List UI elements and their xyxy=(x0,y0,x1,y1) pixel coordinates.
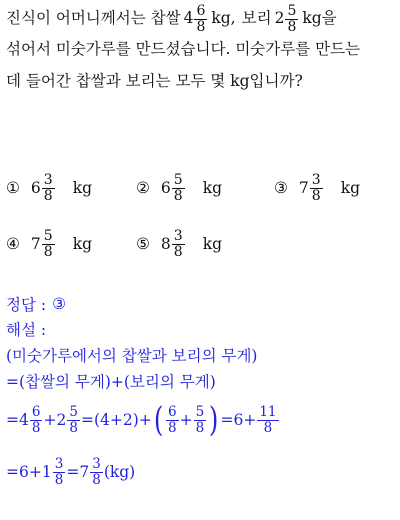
choice-5-whole: 8 xyxy=(160,235,171,253)
eq2-whole-2: 7 xyxy=(79,463,90,481)
explanation-label: 해설 : xyxy=(6,321,47,339)
question-line-3: 데 들어간 찹쌀과 보리는 모두 몇 kg입니까? xyxy=(6,72,303,91)
eq1-den-5: 8 xyxy=(263,419,273,436)
choice-2-numerator: 5 xyxy=(173,171,183,188)
choice-2-value xyxy=(161,173,186,203)
bori-denominator: 8 xyxy=(287,18,297,35)
choice-2-mark: ② xyxy=(136,179,150,197)
question-text xyxy=(6,4,394,98)
eq1-right-paren: ) xyxy=(209,400,219,440)
choice-1-fraction xyxy=(42,173,55,203)
eq1-den-3: 8 xyxy=(168,419,177,436)
choice-4[interactable] xyxy=(6,229,136,259)
choice-3-denominator: 8 xyxy=(311,187,321,204)
eq1-equals-3: = xyxy=(220,411,234,429)
choice-2[interactable] xyxy=(136,173,274,203)
eq1-plus-1: + xyxy=(43,411,57,429)
choice-5-mark: ⑤ xyxy=(136,235,150,253)
choice-1-mark: ① xyxy=(6,179,20,197)
eq1-fraction-5 xyxy=(257,405,278,434)
choice-5[interactable] xyxy=(136,229,222,259)
eq2-num-2: 3 xyxy=(92,456,101,473)
choice-5-fraction xyxy=(172,229,185,259)
choice-2-fraction xyxy=(172,173,185,203)
eq1-paren-sum: (4+2) xyxy=(93,411,139,429)
choice-3-numerator: 3 xyxy=(311,171,321,188)
explanation-equation-2 xyxy=(6,446,394,498)
explanation-equation-1 xyxy=(6,394,394,446)
eq1-num-4: 5 xyxy=(195,404,205,421)
choice-4-fraction xyxy=(42,229,55,259)
chapssal-denominator: 8 xyxy=(196,18,206,35)
eq1-den-2: 8 xyxy=(69,419,78,436)
eq2-fraction-2 xyxy=(90,457,103,486)
question-line-1 xyxy=(6,4,394,34)
eq1-plus-4: + xyxy=(243,411,257,429)
question-text-b: 보리 xyxy=(241,9,272,28)
choice-1-whole: 6 xyxy=(30,179,41,197)
eq1-den-1: 8 xyxy=(31,419,41,436)
answer-value: ③ xyxy=(52,295,67,313)
choice-4-value xyxy=(31,229,56,259)
eq1-den-4: 8 xyxy=(195,419,205,436)
choice-2-unit: kg xyxy=(202,179,223,197)
eq2-num-1: 3 xyxy=(54,456,64,473)
answer-line xyxy=(6,292,394,316)
choice-4-unit: kg xyxy=(72,235,93,253)
eq1-whole-1: 4 xyxy=(19,411,29,429)
eq1-whole-2: 2 xyxy=(56,411,67,429)
question-line-2: 섞어서 미숫가루를 만드셨습니다. 미숫가루를 만드는 xyxy=(6,40,361,59)
eq1-plus-3: + xyxy=(179,411,193,429)
eq1-num-1: 6 xyxy=(31,404,41,421)
choice-5-numerator: 3 xyxy=(173,227,183,244)
eq1-num-3: 6 xyxy=(168,404,177,421)
chapssal-numerator: 6 xyxy=(196,2,206,19)
eq2-equals-1: = xyxy=(6,463,19,481)
eq1-plus-2: + xyxy=(138,411,152,429)
choice-3-whole: 7 xyxy=(298,179,309,197)
bori-whole: 2 xyxy=(274,9,285,28)
chapssal-fraction xyxy=(194,4,207,34)
choice-4-numerator: 5 xyxy=(43,227,53,244)
choice-3-unit: kg xyxy=(340,179,361,197)
eq2-whole-1: 1 xyxy=(41,463,52,481)
explanation-line-1: (미숫가루에서의 찹쌀과 보리의 무게) xyxy=(6,347,258,365)
choice-1-numerator: 3 xyxy=(43,171,53,188)
eq1-left-paren: ( xyxy=(153,400,164,440)
solution xyxy=(6,292,394,498)
choice-row-1 xyxy=(6,160,396,216)
choice-3[interactable] xyxy=(274,173,360,203)
choice-3-fraction xyxy=(310,173,323,203)
choice-5-denominator: 8 xyxy=(173,243,183,260)
choice-4-denominator: 8 xyxy=(43,243,53,260)
eq2-plus: + xyxy=(28,463,42,481)
unit-a: kg, xyxy=(211,9,236,28)
eq2-den-1: 8 xyxy=(54,471,64,488)
choice-2-whole: 6 xyxy=(160,179,171,197)
eq1-six: 6 xyxy=(233,411,244,429)
choice-1-value xyxy=(31,173,56,203)
unit-b: kg을 xyxy=(302,9,337,28)
choice-2-denominator: 8 xyxy=(173,187,183,204)
choice-4-whole: 7 xyxy=(30,235,41,253)
bori-fraction xyxy=(285,4,298,34)
choice-1[interactable] xyxy=(6,173,136,203)
bori-amount xyxy=(275,4,300,34)
eq1-fraction-2 xyxy=(67,405,80,434)
choice-4-mark: ④ xyxy=(6,235,20,253)
eq1-equals-2: = xyxy=(80,411,94,429)
choice-row-2 xyxy=(6,216,396,272)
choice-3-value xyxy=(299,173,324,203)
eq1-fraction-3 xyxy=(166,405,179,434)
eq1-num-2: 5 xyxy=(69,404,78,421)
eq1-fraction-1 xyxy=(30,405,43,434)
eq2-den-2: 8 xyxy=(92,471,101,488)
choice-5-unit: kg xyxy=(202,235,223,253)
choice-1-unit: kg xyxy=(72,179,93,197)
answer-choices xyxy=(6,160,396,272)
question-text-a: 진식이 어머니께서는 찹쌀 xyxy=(6,9,181,28)
answer-label: 정답 : xyxy=(6,296,47,314)
chapssal-amount xyxy=(184,4,209,34)
eq2-equals-2: = xyxy=(66,463,80,481)
choice-1-denominator: 8 xyxy=(43,187,53,204)
eq2-unit: (kg) xyxy=(103,463,136,481)
choice-3-mark: ③ xyxy=(274,179,288,197)
choice-5-value xyxy=(161,229,186,259)
chapssal-whole: 4 xyxy=(183,9,194,28)
eq1-num-5: 11 xyxy=(259,404,277,421)
eq1-equals-1: = xyxy=(6,411,19,429)
eq2-fraction-1 xyxy=(53,457,66,486)
explanation-line-2: =(찹쌀의 무게)+(보리의 무게) xyxy=(6,373,216,391)
eq1-fraction-4 xyxy=(194,405,207,434)
eq2-six: 6 xyxy=(19,463,29,481)
bori-numerator: 5 xyxy=(287,2,297,19)
